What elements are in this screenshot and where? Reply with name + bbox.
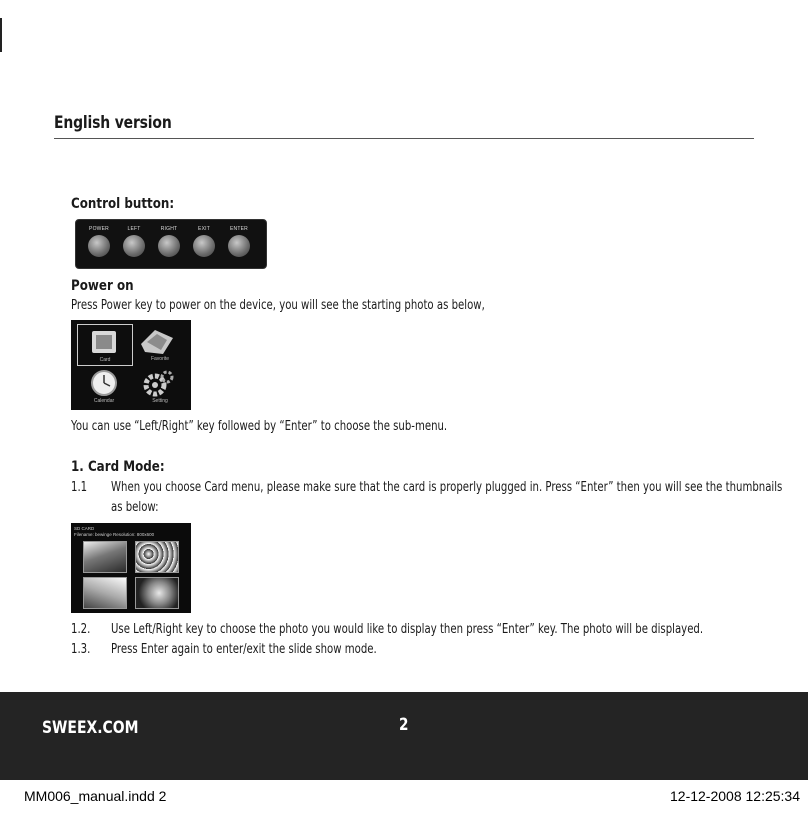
button-knob xyxy=(193,235,215,257)
item-text: When you choose Card menu, please make sure that the card is properly plugged in. Press “Enter” then you will see the thumbnails xyxy=(111,480,783,495)
page-number: 2 xyxy=(399,715,409,735)
item-number: 1.1 xyxy=(71,480,88,495)
page-header-title: English version xyxy=(54,113,172,133)
menu-setting-tile xyxy=(133,366,187,406)
item-number: 1.2. xyxy=(71,622,91,637)
thumbnails-screenshot xyxy=(71,523,191,613)
menu-label: Favorite xyxy=(150,356,170,362)
control-panel-image xyxy=(75,219,267,269)
sd-card-label: SD CARD xyxy=(74,526,95,531)
photo-thumbnail xyxy=(135,541,179,573)
menu-calendar-tile xyxy=(77,366,131,406)
item-text: Press Enter again to enter/exit the slide show mode. xyxy=(111,642,377,657)
item-number: 1.3. xyxy=(71,642,91,657)
button-knob xyxy=(158,235,180,257)
menu-favorite-tile xyxy=(133,324,187,364)
resolution-label: Resolution: 800x600 xyxy=(113,532,155,537)
left-button-graphic xyxy=(117,226,151,257)
thumb-screen-header xyxy=(74,526,154,538)
button-label: LEFT xyxy=(127,226,141,232)
button-label: RIGHT xyxy=(160,226,178,232)
menu-label: Calendar xyxy=(93,398,115,404)
main-menu-screenshot xyxy=(71,320,191,410)
control-button-heading: Control button: xyxy=(71,196,175,212)
submenu-text: You can use “Left/Right” key followed by “Enter” to choose the sub-menu. xyxy=(71,419,448,434)
page-footer xyxy=(0,692,808,780)
photo-thumbnail xyxy=(135,577,179,609)
exit-button-graphic xyxy=(187,226,221,257)
power-on-heading: Power on xyxy=(71,278,134,294)
power-on-text: Press Power key to power on the device, you will see the starting photo as below, xyxy=(71,298,485,313)
right-button-graphic xyxy=(152,226,186,257)
photo-thumbnail xyxy=(83,541,127,573)
menu-label: Card xyxy=(99,357,111,363)
button-knob xyxy=(88,235,110,257)
enter-button-graphic xyxy=(222,226,256,257)
button-label: EXIT xyxy=(198,226,210,232)
slug-filename: MM006_manual.indd 2 xyxy=(24,788,167,804)
button-knob xyxy=(123,235,145,257)
item-text: Use Left/Right key to choose the photo you would like to display then press “Enter” key. The photo will be displayed. xyxy=(111,622,704,637)
button-knob xyxy=(228,235,250,257)
photo-thumbnail xyxy=(83,577,127,609)
card-mode-heading: 1. Card Mode: xyxy=(71,459,165,475)
button-label: POWER xyxy=(89,226,109,232)
crop-mark xyxy=(0,18,2,52)
menu-label: Setting xyxy=(152,398,168,404)
slug-timestamp: 12-12-2008 12:25:34 xyxy=(670,788,800,804)
button-label: ENTER xyxy=(230,226,248,232)
item-text-continued: as below: xyxy=(111,500,159,515)
footer-brand: SWEEX.COM xyxy=(42,718,139,738)
power-button-graphic xyxy=(82,226,116,257)
filename-label: Filename: bewinge xyxy=(74,532,112,537)
menu-card-tile xyxy=(77,324,133,366)
header-rule xyxy=(54,138,754,139)
